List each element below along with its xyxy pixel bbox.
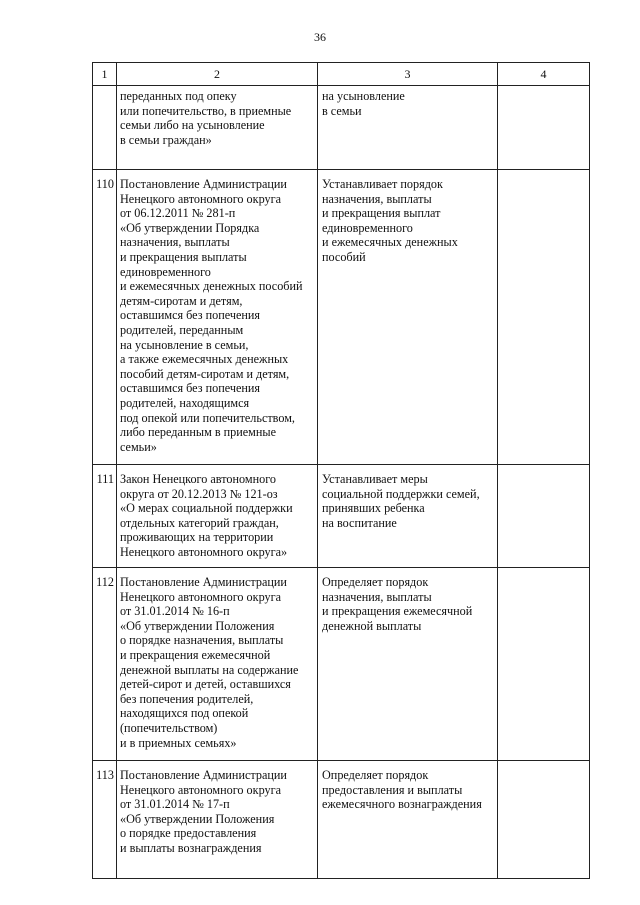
document-title-line: от 31.01.2014 № 16-п: [120, 604, 230, 619]
document-title-line: на усыновление в семьи,: [120, 337, 249, 352]
row-number-cell: 113: [93, 761, 117, 879]
document-title-line: оставшимся без попечения: [120, 381, 261, 396]
document-title-line: либо переданным в приемные: [120, 425, 277, 440]
document-title-line: семьи»: [120, 439, 157, 454]
column-4-cell: [498, 86, 590, 170]
description-line: Определяет порядок: [322, 768, 429, 782]
header-col-3: 3: [318, 63, 498, 86]
row-number-cell: [93, 86, 117, 170]
document-title-line: без попечения родителей,: [120, 691, 254, 706]
description-cell: [318, 465, 498, 568]
document-title-line: «Об утверждении Положения: [120, 618, 275, 633]
description-line: и прекращения ежемесячной: [322, 604, 473, 619]
document-title-line: от 31.01.2014 № 17-п: [120, 797, 230, 812]
description-line: ежемесячного вознаграждения: [322, 797, 482, 812]
document-title-line: Постановление Администрации: [120, 575, 287, 589]
document-title-line: под опекой или попечительством,: [120, 410, 295, 425]
header-row: [93, 63, 590, 86]
row-number-cell: 112: [93, 568, 117, 761]
row-number-cell: 111: [93, 465, 117, 568]
description-line: социальной поддержки семей,: [322, 486, 480, 501]
document-title-line: Закон Ненецкого автономного: [120, 472, 276, 486]
document-title-line: Постановление Администрации: [120, 768, 287, 782]
description-line: на усыновление: [322, 89, 405, 103]
description-line: денежной выплаты: [322, 618, 422, 633]
document-title-line: отдельных категорий граждан,: [120, 515, 279, 530]
description-line: предоставления и выплаты: [322, 782, 463, 797]
table-row: [93, 761, 590, 879]
document-title-line: Ненецкого автономного округа: [120, 589, 282, 604]
document-title-line: (попечительством): [120, 720, 218, 735]
column-4-cell: [498, 170, 590, 465]
table-body: [93, 86, 590, 879]
column-4-cell: [498, 761, 590, 879]
description-line: Устанавливает порядок: [322, 177, 443, 191]
table-row: [93, 465, 590, 568]
description-cell: [318, 568, 498, 761]
description-line: и ежемесячных денежных: [322, 235, 458, 250]
header-col-4: 4: [498, 63, 590, 86]
document-title-line: «О мерах социальной поддержки: [120, 501, 293, 516]
document-title-line: оставшимся без попечения: [120, 308, 261, 323]
document-title-line: и выплаты вознаграждения: [120, 840, 262, 855]
description-line: на воспитание: [322, 515, 397, 530]
document-title-cell: [117, 568, 318, 761]
document-title-line: родителей, находящимся: [120, 395, 250, 410]
description-line: назначения, выплаты: [322, 589, 432, 604]
document-title-line: переданных под опеку: [120, 89, 237, 103]
description-line: принявших ребенка: [322, 501, 425, 516]
document-title-line: Ненецкого автономного округа: [120, 782, 282, 797]
description-line: Устанавливает меры: [322, 472, 428, 486]
row-number-cell: 110: [93, 170, 117, 465]
document-title-line: в семьи граждан»: [120, 132, 212, 147]
table-row: [93, 170, 590, 465]
document-title-line: Ненецкого автономного округа»: [120, 544, 288, 559]
document-title-line: родителей, переданным: [120, 322, 244, 337]
document-title-line: и прекращения ежемесячной: [120, 647, 271, 662]
document-title-line: и прекращения выплаты: [120, 249, 247, 264]
document-title-line: от 06.12.2011 № 281-п: [120, 206, 236, 221]
description-cell: [318, 761, 498, 879]
document-title-cell: [117, 86, 318, 170]
document-title-line: Постановление Администрации: [120, 177, 287, 191]
document-title-line: и ежемесячных денежных пособий: [120, 279, 303, 294]
document-title-cell: [117, 170, 318, 465]
document-title-line: находящихся под опекой: [120, 706, 249, 721]
description-line: в семьи: [322, 103, 362, 118]
description-cell: [318, 170, 498, 465]
document-title-line: Ненецкого автономного округа: [120, 191, 282, 206]
table-row: [93, 568, 590, 761]
document-title-line: детей-сирот и детей, оставшихся: [120, 677, 291, 692]
document-title-line: проживающих на территории: [120, 530, 274, 545]
document-title-line: «Об утверждении Положения: [120, 811, 275, 826]
description-line: Определяет порядок: [322, 575, 429, 589]
table-header: [93, 63, 590, 86]
document-title-line: пособий детям-сиротам и детям,: [120, 366, 290, 381]
document-title-line: детям-сиротам и детям,: [120, 293, 243, 308]
document-title-line: «Об утверждении Порядка: [120, 220, 260, 235]
legal-acts-table: [92, 62, 590, 879]
document-title-line: или попечительство, в приемные: [120, 103, 292, 118]
document-title-line: семьи либо на усыновление: [120, 118, 265, 133]
column-4-cell: [498, 568, 590, 761]
document-title-cell: [117, 465, 318, 568]
description-cell: [318, 86, 498, 170]
table-row: [93, 86, 590, 170]
header-col-2: 2: [117, 63, 318, 86]
document-title-line: и в приемных семьях»: [120, 735, 237, 750]
column-4-cell: [498, 465, 590, 568]
description-line: назначения, выплаты: [322, 191, 432, 206]
description-line: единовременного: [322, 220, 413, 235]
document-title-line: назначения, выплаты: [120, 235, 230, 250]
description-line: пособий: [322, 249, 366, 264]
document-title-line: о порядке назначения, выплаты: [120, 633, 284, 648]
document-title-line: о порядке предоставления: [120, 826, 257, 841]
document-title-cell: [117, 761, 318, 879]
page-number: 36: [314, 30, 326, 44]
document-title-line: денежной выплаты на содержание: [120, 662, 299, 677]
document-title-line: единовременного: [120, 264, 211, 279]
document-title-line: округа от 20.12.2013 № 121-оз: [120, 486, 278, 501]
document-title-line: а также ежемесячных денежных: [120, 352, 289, 367]
description-line: и прекращения выплат: [322, 206, 441, 221]
header-col-1: 1: [93, 63, 117, 86]
